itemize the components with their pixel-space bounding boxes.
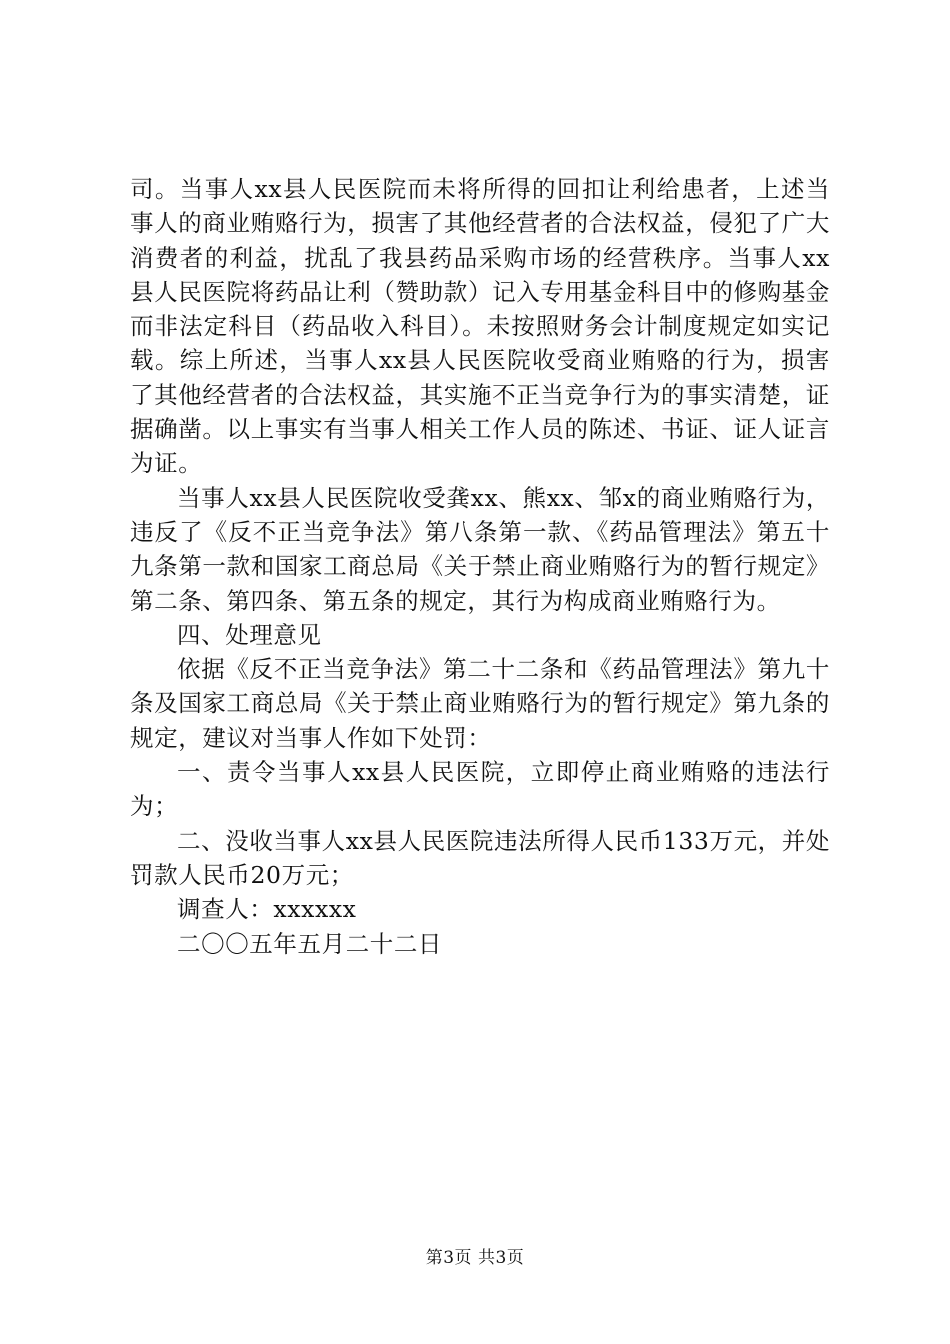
date-line: 二〇〇五年五月二十二日 — [177, 929, 443, 958]
investigator-line: 调查人：xxxxxx — [177, 895, 357, 924]
page-number-footer: 第3页 共3页 — [425, 1248, 525, 1268]
penalty-item-2: 二、没收当事人xx县人民医院违法所得人民币133万元，并处罚款人民币20万元； — [130, 826, 830, 889]
paragraph-violation: 当事人xx县人民医院收受龚xx、熊xx、邹x的商业贿赂行为，违反了《反不正当竞争法》第八条第一款、《药品管理法》第五十九条第一款和国家工商总局《关于禁止商业贿赂行为的暂行规定》第二条、第四条、第五条的规定，其行为构成商业贿赂行为。 — [130, 483, 830, 615]
paragraph-continuation: 司。当事人xx县人民医院而未将所得的回扣让利给患者，上述当事人的商业贿赂行为，损害了其他经营者的合法权益，侵犯了广大消费者的利益，扰乱了我县药品采购市场的经营秩序。当事人xx县人民医院将药品让利（赞助款）记入专用基金科目中的修购基金而非法定科目（药品收入科目）。未按照财务会计制度规定如实记载。综上所述，当事人xx县人民医院收受商业贿赂的行为，损害了其他经营者的合法权益，其实施不正当竞争行为的事实清楚，证据确凿。以上事实有当事人相关工作人员的陈述、书证、证人证言为证。 — [130, 175, 830, 478]
penalty-item-1: 一、责令当事人xx县人民医院，立即停止商业贿赂的违法行为； — [130, 758, 830, 821]
document-body — [130, 172, 830, 961]
section-heading-handling-opinion: 四、处理意见 — [177, 620, 322, 649]
paragraph-legal-basis: 依据《反不正当竞争法》第二十二条和《药品管理法》第九十条及国家工商总局《关于禁止商业贿赂行为的暂行规定》第九条的规定，建议对当事人作如下处罚： — [130, 655, 830, 752]
